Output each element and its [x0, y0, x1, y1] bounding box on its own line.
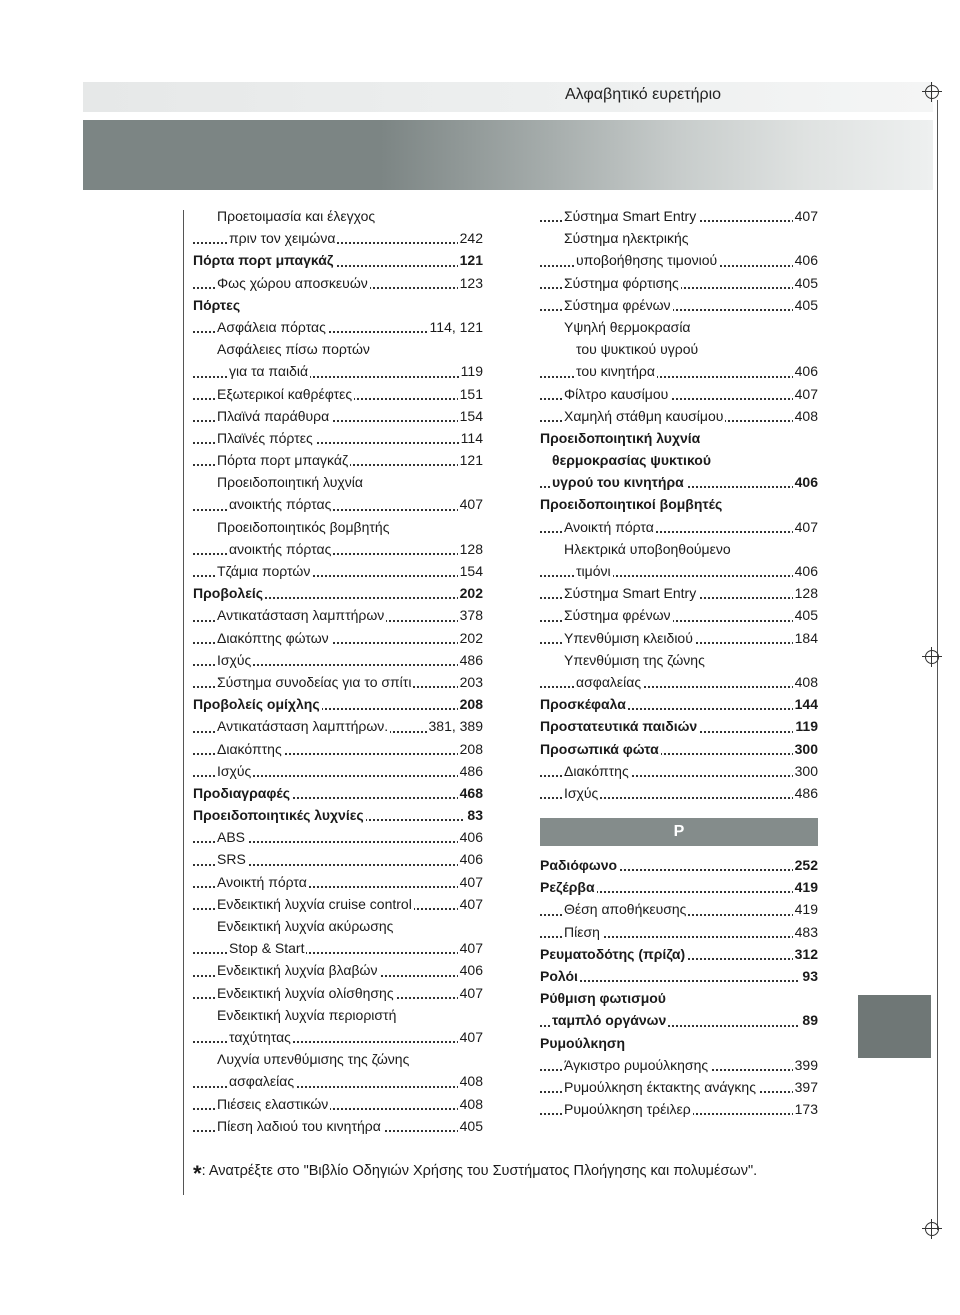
index-entry: [193, 249, 483, 271]
index-entry-text: Προσκέφαλα: [540, 696, 626, 713]
index-entry-text: SRS: [217, 851, 246, 868]
section-tab-marker: [858, 995, 931, 1058]
index-entry: [193, 804, 483, 826]
index-entry: [540, 560, 818, 582]
index-entry-page: 312: [793, 943, 818, 965]
index-entry-text: θερμοκρασίας ψυκτικού: [552, 452, 711, 469]
index-entry: [193, 826, 483, 848]
index-entry-page: 242: [458, 227, 483, 249]
section-letter-heading: Ρ: [540, 818, 818, 846]
index-entry-text: Προειδοποιητική λυχνία: [540, 429, 701, 446]
index-entry-text: Διακόπτης φώτων: [217, 629, 329, 646]
index-entry-text: Πιέσεις ελαστικών: [217, 1095, 329, 1112]
index-entry-page: 407: [793, 383, 818, 405]
index-entry-page: 381, 389: [427, 715, 484, 737]
index-entry-text: ABS: [217, 829, 246, 846]
index-entry-page: 121: [458, 449, 483, 471]
leader-dots: [540, 980, 818, 982]
index-entry: [193, 671, 483, 693]
index-entry-text: Σύστημα ηλεκτρικής: [564, 230, 689, 247]
index-entry-page: 154: [458, 560, 483, 582]
index-entry: [540, 383, 818, 405]
index-entry-page: 300: [793, 760, 818, 782]
index-entry: [540, 272, 818, 294]
index-entry-text: Υπενθύμιση της ζώνης: [564, 651, 705, 668]
index-entry: [540, 427, 818, 449]
index-entry-page: 83: [465, 804, 483, 826]
index-entry-text: Πόρτες: [193, 296, 241, 313]
index-entry: [193, 982, 483, 1004]
index-entry-text: Υπενθύμιση κλειδιού: [564, 629, 693, 646]
index-entry-page: 408: [793, 671, 818, 693]
index-entry-text: Ρύθμιση φωτισμού: [540, 990, 666, 1007]
index-entry-text: υγρού του κινητήρα: [552, 474, 684, 491]
index-entry-text: Προσωπικά φώτα: [540, 740, 659, 757]
index-entry-page: 407: [458, 937, 483, 959]
index-entry-page: 419: [793, 898, 818, 920]
index-entry-text: Πλαϊνά παράθυρα: [217, 407, 330, 424]
index-entry: [193, 493, 483, 515]
index-entry-page: 114: [459, 427, 483, 449]
index-entry: [193, 604, 483, 626]
index-entry-text: Ρολόι: [540, 968, 578, 984]
index-entry-text: Προστατευτικά παιδιών: [540, 718, 698, 735]
index-entry-text: Τζάμια πορτών: [217, 563, 311, 579]
index-entry: [193, 471, 483, 493]
header-banner: [83, 120, 933, 190]
index-entry: [540, 943, 818, 965]
index-entry-page: 408: [458, 1070, 483, 1092]
index-entry-text: Εξωτερικοί καθρέφτες: [217, 385, 353, 402]
index-entry-page: 202: [458, 582, 483, 604]
index-entry: [193, 272, 483, 294]
index-entry: [193, 782, 483, 804]
index-entry: [193, 715, 483, 737]
index-entry-text: Αντικατάσταση λαμπτήρων: [217, 607, 385, 624]
index-entry: [193, 427, 483, 449]
index-column-right: [540, 205, 818, 1120]
index-entry-text: Σύστημα φόρτισης: [564, 274, 679, 291]
left-margin-rule: [183, 210, 184, 1195]
index-entry: [540, 627, 818, 649]
index-entry-page: 486: [793, 782, 818, 804]
index-entry: [540, 360, 818, 382]
index-entry-page: 407: [458, 493, 483, 515]
index-entry-text: Ισχύς: [564, 784, 599, 801]
index-entry-page: 406: [793, 560, 818, 582]
index-entry: [540, 205, 818, 227]
index-entry-page: 486: [458, 649, 483, 671]
index-entry: [540, 876, 818, 898]
index-entry-page: 407: [458, 982, 483, 1004]
index-entry-page: 405: [793, 294, 818, 316]
index-entry: [540, 294, 818, 316]
index-entry-text: Άγκιστρο ρυμούλκησης: [564, 1056, 709, 1073]
index-entry-text: Σύστημα Smart Entry: [564, 585, 697, 602]
index-entry-page: 406: [793, 360, 818, 382]
index-entry-text: Πόρτα πορτ μπαγκάζ: [217, 452, 349, 469]
index-entry-text: τιμόνι: [576, 563, 611, 579]
index-entry: [193, 1093, 483, 1115]
index-entry-page: 408: [793, 405, 818, 427]
index-entry-page: 89: [800, 1009, 818, 1031]
index-entry: [540, 316, 818, 338]
index-entry: [540, 854, 818, 876]
index-entry-page: 405: [458, 1115, 483, 1137]
index-entry: [540, 227, 818, 249]
footnote-text: : Ανατρέξτε στο "Βιβλίο Οδηγιών Χρήσης του Συστήματος Πλοήγησης και πολυμέσων".: [201, 1163, 758, 1179]
index-entry: [540, 1032, 818, 1054]
index-list-right-top: [540, 205, 818, 804]
index-list-right-bottom: [540, 854, 818, 1120]
index-entry-page: 184: [793, 627, 818, 649]
index-entry: [540, 715, 818, 737]
index-entry: [193, 959, 483, 981]
index-entry-page: 93: [800, 965, 818, 987]
index-entry-text: Θέση αποθήκευσης: [564, 901, 687, 918]
index-entry-text: Ενδεικτική λυχνία βλαβών: [217, 962, 378, 979]
index-entry: [540, 921, 818, 943]
index-entry: [540, 760, 818, 782]
index-entry: [193, 1026, 483, 1048]
index-entry-text: Προειδοποιητική λυχνία: [217, 474, 363, 491]
index-entry: [193, 627, 483, 649]
index-entry-page: 407: [458, 1026, 483, 1048]
index-entry: [540, 538, 818, 560]
index-entry: [193, 582, 483, 604]
index-entry-text: Προβολείς: [193, 585, 264, 602]
index-entry: [193, 383, 483, 405]
index-entry-text: Διακόπτης: [564, 762, 629, 779]
index-entry: [193, 1115, 483, 1137]
index-entry-text: Φως χώρου αποσκευών: [217, 274, 368, 291]
index-entry-text: Σύστημα Smart Entry: [564, 208, 697, 224]
index-entry-page: 114, 121: [428, 316, 483, 338]
registration-mark-icon: [925, 650, 939, 664]
index-entry: [540, 338, 818, 360]
index-entry-text: Ενδεικτική λυχνία cruise control: [217, 895, 412, 912]
index-entry-page: 407: [793, 516, 818, 538]
index-entry-page: 208: [458, 738, 483, 760]
index-entry: [193, 338, 483, 360]
index-entry-text: Πλαϊνές πόρτες: [217, 429, 313, 446]
index-entry-page: 407: [793, 205, 818, 227]
index-entry-page: 406: [458, 848, 483, 870]
index-entry-text: Προδιαγραφές: [193, 784, 290, 801]
index-entry-text: Ενδεικτική λυχνία ολίσθησης: [217, 984, 394, 1001]
index-entry-page: 419: [793, 876, 818, 898]
index-entry: [540, 738, 818, 760]
index-entry-page: 407: [458, 871, 483, 893]
index-entry-text: Ρυμούλκηση τρέιλερ: [564, 1101, 691, 1118]
index-entry-text: Λυχνία υπενθύμισης της ζώνης: [217, 1051, 410, 1068]
index-entry-text: Ασφάλειες πίσω πορτών: [217, 341, 370, 358]
index-entry-text: ασφαλείας: [576, 673, 642, 690]
index-entry-page: 486: [458, 760, 483, 782]
index-entry-text: ασφαλείας: [229, 1073, 295, 1090]
index-entry-text: Προειδοποιητικός βομβητής: [217, 518, 390, 535]
index-entry-page: 468: [458, 782, 483, 804]
index-entry-page: 399: [793, 1054, 818, 1076]
index-entry-text: Διακόπτης: [217, 740, 282, 757]
index-entry-text: Προειδοποιητικοί βομβητές: [540, 496, 723, 513]
index-entry-page: 252: [793, 854, 818, 876]
index-entry: [193, 760, 483, 782]
index-entry: [540, 1098, 818, 1120]
index-entry-text: Υψηλή θερμοκρασία: [564, 318, 691, 335]
index-entry-page: 144: [793, 693, 818, 715]
index-entry-text: ανοικτής πόρτας: [229, 496, 332, 513]
index-entry: [193, 449, 483, 471]
index-entry-text: ανοικτής πόρτας: [229, 540, 332, 557]
index-entry-page: 121: [458, 249, 483, 271]
index-entry-text: ταχύτητας: [229, 1028, 291, 1045]
index-entry: [540, 449, 818, 471]
index-entry: [193, 516, 483, 538]
index-entry-page: 397: [793, 1076, 818, 1098]
index-column-left: [193, 205, 483, 1137]
index-entry-text: Ισχύς: [217, 651, 252, 668]
index-entry-text: Πόρτα πορτ μπαγκάζ: [193, 252, 334, 269]
index-entry: [193, 915, 483, 937]
index-entry-page: 119: [459, 360, 483, 382]
index-entry: [540, 693, 818, 715]
index-entry-page: 406: [793, 249, 818, 271]
index-entry: [193, 538, 483, 560]
index-entry: [540, 898, 818, 920]
index-entry-text: Ηλεκτρικά υποβοηθούμενο: [564, 540, 731, 557]
index-entry-text: του κινητήρα: [576, 363, 655, 380]
index-entry-text: Ανοικτή πόρτα: [564, 518, 654, 535]
index-entry: [193, 1070, 483, 1092]
index-entry-page: 406: [793, 471, 818, 493]
registration-mark-icon: [925, 1222, 939, 1236]
index-entry: [540, 987, 818, 1009]
index-entry-text: πριν τον χειμώνα: [229, 230, 336, 247]
index-entry-page: 378: [458, 604, 483, 626]
index-entry-text: Ανοικτή πόρτα: [217, 873, 307, 890]
index-entry-text: Ασφάλεια πόρτας: [217, 318, 326, 335]
index-entry: [540, 1054, 818, 1076]
index-entry: [540, 1009, 818, 1031]
index-entry-text: Προειδοποιητικές λυχνίες: [193, 807, 364, 824]
index-entry-page: 123: [458, 272, 483, 294]
index-entry-text: Προβολείς ομίχλης: [193, 696, 320, 713]
index-entry: [540, 405, 818, 427]
index-entry-text: Ρευματοδότης (πρίζα): [540, 945, 686, 962]
index-entry-text: Ρυμούλκηση έκτακτης ανάγκης: [564, 1078, 756, 1095]
index-entry: [193, 649, 483, 671]
index-entry: [193, 294, 483, 316]
index-entry: [193, 738, 483, 760]
index-entry: [540, 782, 818, 804]
index-entry: [193, 560, 483, 582]
registration-mark-icon: [925, 85, 939, 99]
index-entry-page: 202: [458, 627, 483, 649]
index-entry: [193, 937, 483, 959]
index-entry-text: Ρυμούλκηση: [540, 1034, 626, 1051]
index-entry-page: 405: [793, 604, 818, 626]
index-entry: [540, 516, 818, 538]
index-entry: [193, 405, 483, 427]
index-entry-text: Χαμηλή στάθμη καυσίμου: [564, 407, 724, 424]
index-entry-page: 173: [793, 1098, 818, 1120]
index-entry-text: Σύστημα συνοδείας για το σπίτι: [217, 673, 412, 690]
index-entry: [193, 316, 483, 338]
index-entry-page: 407: [458, 893, 483, 915]
index-entry-text: Ενδεικτική λυχνία περιοριστή: [217, 1006, 397, 1023]
index-entry-page: 406: [458, 959, 483, 981]
index-entry: [540, 965, 818, 987]
index-entry-text: για τα παιδιά: [229, 363, 309, 380]
index-entry-page: 406: [458, 826, 483, 848]
index-entry: [540, 582, 818, 604]
right-margin-rule: [937, 100, 938, 1230]
index-entry-page: 208: [458, 693, 483, 715]
index-entry: [193, 227, 483, 249]
index-entry-text: Stop & Start: [229, 940, 305, 957]
index-entry-page: 300: [793, 738, 818, 760]
header-bar: [83, 82, 933, 112]
index-entry-text: Πίεση λαδιού του κινητήρα: [217, 1117, 381, 1134]
index-entry: [193, 871, 483, 893]
index-entry: [540, 1076, 818, 1098]
index-entry-page: 119: [793, 715, 818, 737]
index-entry: [193, 893, 483, 915]
index-entry-text: Σύστημα φρένων: [564, 296, 671, 313]
index-entry: [193, 848, 483, 870]
index-entry-text: Φίλτρο καυσίμου: [564, 385, 669, 402]
index-entry-text: Σύστημα φρένων: [564, 607, 671, 624]
index-entry: [193, 1004, 483, 1026]
index-entry: [540, 604, 818, 626]
index-entry-page: 154: [458, 405, 483, 427]
index-entry-text: Πίεση: [564, 923, 600, 940]
index-entry: [193, 205, 483, 227]
index-entry: [193, 1048, 483, 1070]
index-entry-text: του ψυκτικού υγρού: [576, 341, 699, 358]
index-entry: [193, 693, 483, 715]
index-entry-text: Ραδιόφωνο: [540, 857, 618, 874]
footnote-marker: *: [193, 1161, 202, 1186]
footnote: [193, 1161, 757, 1187]
index-entry-page: 203: [458, 671, 483, 693]
index-entry-page: 405: [793, 272, 818, 294]
index-entry: [540, 493, 818, 515]
index-entry-page: 408: [458, 1093, 483, 1115]
index-entry-text: Ρεζέρβα: [540, 879, 595, 896]
index-entry-text: Προετοιμασία και έλεγχος: [217, 208, 376, 224]
index-entry-page: 151: [458, 383, 483, 405]
index-entry-page: 483: [793, 921, 818, 943]
index-entry-page: 128: [793, 582, 818, 604]
index-entry: [540, 649, 818, 671]
index-entry-text: Ισχύς: [217, 762, 252, 779]
index-entry-text: υποβοήθησης τιμονιού: [576, 252, 718, 269]
index-entry: [540, 671, 818, 693]
index-entry: [193, 360, 483, 382]
index-entry: [540, 471, 818, 493]
index-entry-text: ταμπλό οργάνων: [552, 1012, 667, 1029]
index-entry-text: Ενδεικτική λυχνία ακύρωσης: [217, 918, 394, 934]
index-entry-text: Αντικατάσταση λαμπτήρων.: [217, 718, 389, 735]
index-entry: [540, 249, 818, 271]
page-title: Αλφαβητικό ευρετήριο: [565, 86, 722, 103]
index-entry-page: 128: [458, 538, 483, 560]
